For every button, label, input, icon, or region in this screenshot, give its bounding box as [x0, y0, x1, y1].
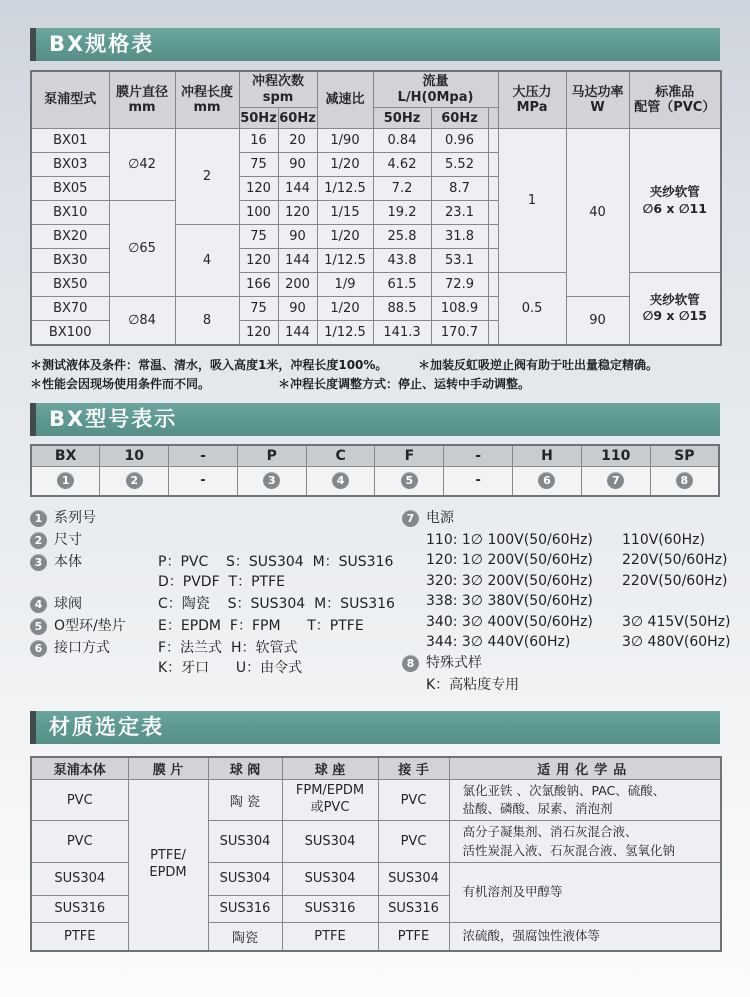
code-cell: C [306, 445, 375, 467]
title-bar-accent-edge [30, 403, 36, 436]
ball-valve-cell: 陶 瓷 [208, 780, 282, 821]
materials-table [30, 756, 722, 953]
digit-cell: - [169, 467, 238, 496]
legend-values: P：PVC S：SUS304 M：SUS316 D：PVDF T：PTFE [158, 553, 394, 590]
joint-cell: PTFE [378, 922, 449, 951]
col-header-motor: 马达功率 W [566, 71, 629, 129]
motor-cell: 40 [566, 129, 629, 297]
note-text: ＊测试液体及条件：常温、清水，吸入高度1米，冲程长度100%。 [30, 357, 388, 372]
subheader-spm-50hz: 50Hz [239, 108, 278, 129]
col-header-pressure: 大压力 MPa [498, 71, 566, 129]
pump-body-cell: PTFE [31, 922, 128, 951]
stroke-length-cell: 4 [175, 225, 239, 297]
spacer-cell [488, 201, 498, 225]
subheader-flow-60hz: 60Hz [431, 108, 488, 129]
power-option: 340: 3∅ 400V(50/60Hz) 3∅ 415V(50Hz) [426, 613, 731, 630]
legend-label: 尺寸 [54, 531, 82, 548]
digit-cell [31, 467, 100, 496]
spec-title: BX规格表 [49, 32, 155, 56]
spacer-cell [488, 297, 498, 321]
joint-cell: PVC [378, 780, 449, 821]
power-option: 110: 1∅ 100V(50/60Hz) 110V(60Hz) [426, 531, 705, 548]
piping-cell: 夹纱软管 ∅9 x ∅15 [629, 273, 721, 345]
pump-body-cell: PVC [31, 780, 128, 821]
diaphragm-cell: ∅42 [109, 129, 175, 201]
diaphragm-cell: ∅65 [109, 201, 175, 297]
code-cell: P [237, 445, 306, 467]
spacer-cell [488, 153, 498, 177]
col-header-diaphragm: 膜 片 [128, 757, 208, 780]
legend-label: 特殊式样 [426, 654, 482, 671]
number-badge: 5 [401, 472, 418, 489]
number-badge: 4 [332, 472, 349, 489]
spacer-cell [488, 273, 498, 297]
model-code-legend [30, 508, 731, 696]
legend-label: O型环/垫片 [54, 617, 126, 634]
model-cell: BX70 [31, 297, 109, 321]
spec-row-bx03: BX03 75 90 1/20 4.62 5.52 [31, 153, 721, 177]
ball-seat-cell: SUS304 [282, 862, 378, 895]
joint-cell: SUS316 [378, 895, 449, 922]
digit-cell [100, 467, 169, 496]
spec-row-bx50: BX50 166 200 1/9 61.5 72.9 0.5 夹纱软管 ∅9 x ∅15 [31, 273, 721, 297]
spacer-cell [488, 177, 498, 201]
number-badge: 2 [30, 532, 47, 549]
number-badge: 8 [402, 655, 419, 672]
number-badge: 8 [676, 472, 693, 489]
stroke-length-cell: 8 [175, 297, 239, 345]
model-code-title: BX型号表示 [49, 406, 178, 431]
ball-valve-cell: SUS304 [208, 862, 282, 895]
legend-label: 球阀 [54, 595, 82, 612]
ball-seat-cell: FPM/EPDM 或PVC [282, 780, 378, 821]
digit-cell [237, 467, 306, 496]
digit-cell [375, 467, 444, 496]
model-cell: BX50 [31, 273, 109, 297]
spec-footnotes [30, 356, 720, 394]
ball-valve-cell: SUS304 [208, 821, 282, 862]
spec-row-bx05: BX05 120 144 1/12.5 7.2 8.7 [31, 177, 721, 201]
digit-cell [581, 467, 650, 496]
power-option: 320: 3∅ 200V(50/60Hz) 220V(50/60Hz) [426, 572, 728, 589]
code-cell: SP [650, 445, 719, 467]
legend-values: E：EPDM F：FPM T：PTFE [158, 617, 364, 634]
col-header-joint: 接 手 [378, 757, 449, 780]
spacer-cell [488, 108, 498, 129]
power-option: 344: 3∅ 440V(60Hz) 3∅ 480V(60Hz) [426, 634, 731, 651]
note-line [30, 356, 720, 375]
material-row [31, 780, 721, 821]
diaphragm-cell: PTFE/ EPDM [128, 780, 208, 952]
model-cell: BX100 [31, 321, 109, 345]
spec-row-bx100: BX100 120 144 1/12.5 141.3 170.7 [31, 321, 721, 345]
model-cell: BX30 [31, 249, 109, 273]
model-cell: BX05 [31, 177, 109, 201]
legend-item [30, 594, 402, 614]
code-cell: - [169, 445, 238, 467]
code-cell: 10 [100, 445, 169, 467]
legend-item [30, 552, 402, 592]
legend-item [30, 616, 402, 636]
number-badge: 5 [30, 618, 47, 635]
legend-item [30, 638, 402, 678]
diaphragm-cell: ∅84 [109, 297, 175, 345]
note-line [30, 375, 720, 394]
col-header-ball-valve: 球 阀 [208, 757, 282, 780]
col-header-chemicals: 适用化学品 [449, 757, 721, 780]
number-badge: 7 [607, 472, 624, 489]
legend-label: 接口方式 [54, 639, 110, 656]
legend-right-column [402, 508, 730, 696]
spec-row-bx01: BX01 ∅42 2 16 20 1/90 0.84 0.96 1 40 夹纱软管 ∅6 x ∅11 [31, 129, 721, 153]
code-cell: BX [31, 445, 100, 467]
pressure-cell: 0.5 [498, 273, 566, 345]
legend-values: C：陶瓷 S：SUS304 M：SUS316 [158, 595, 395, 612]
number-badge: 3 [263, 472, 280, 489]
number-badge: 1 [57, 472, 74, 489]
number-badge: 6 [538, 472, 555, 489]
spec-row-bx30: BX30 120 144 1/12.5 43.8 53.1 [31, 249, 721, 273]
number-badge: 6 [30, 640, 47, 657]
col-header-diaphragm: 膜片直径 mm [109, 71, 175, 129]
pump-body-cell: SUS316 [31, 895, 128, 922]
subheader-flow-50hz: 50Hz [373, 108, 431, 129]
chemicals-cell: 浓硫酸，强腐蚀性液体等 [449, 922, 721, 951]
legend-label: 系列号 [54, 509, 96, 526]
legend-label: 电源 [426, 509, 454, 526]
number-badge: 1 [30, 510, 47, 527]
digit-cell [650, 467, 719, 496]
note-text: ＊性能会因现场使用条件而不同。 [30, 376, 211, 391]
model-code-title-bar [30, 403, 720, 436]
col-header-ball-seat: 球 座 [282, 757, 378, 780]
digit-cell [513, 467, 582, 496]
spec-title-bar [30, 28, 720, 61]
materials-title-bar [30, 711, 720, 744]
col-header-stroke-rate: 冲程次数 spm [239, 71, 317, 108]
page [0, 28, 750, 952]
model-cell: BX03 [31, 153, 109, 177]
spacer-cell [488, 249, 498, 273]
note-text: ＊加装反虹吸逆止阀有助于吐出量稳定精确。 [418, 357, 659, 372]
power-option: 120: 1∅ 200V(50/60Hz) 220V(50/60Hz) [426, 552, 728, 569]
code-row [31, 445, 719, 467]
number-badge: 7 [402, 510, 419, 527]
col-header-model: 泵浦型式 [31, 71, 109, 129]
pressure-cell: 1 [498, 129, 566, 273]
col-header-flow: 流量 L/H(0Mpa) [373, 71, 498, 108]
col-header-ratio: 减速比 [317, 71, 373, 129]
spacer-cell [488, 225, 498, 249]
power-option: 338: 3∅ 380V(50/60Hz) [426, 593, 593, 610]
ball-valve-cell: 陶瓷 [208, 922, 282, 951]
joint-cell: PVC [378, 821, 449, 862]
col-header-pump-body: 泵浦本体 [31, 757, 128, 780]
spec-row-bx20: BX20 4 75 90 1/20 25.8 31.8 [31, 225, 721, 249]
ball-seat-cell: SUS304 [282, 821, 378, 862]
number-badge: 3 [30, 554, 47, 571]
model-code-table [30, 444, 720, 497]
spec-row-bx70: BX70 ∅84 8 75 90 1/20 88.5 108.9 90 [31, 297, 721, 321]
legend-values: F：法兰式 H：软管式 K：牙口 U：由令式 [158, 639, 303, 676]
digit-cell [306, 467, 375, 496]
pump-body-cell: SUS304 [31, 862, 128, 895]
piping-cell: 夹纱软管 ∅6 x ∅11 [629, 129, 721, 273]
chemicals-cell: 氯化亚铁 、次氯酸钠、PAC、硫酸、 盐酸、磷酸、尿素、消泡剂 [449, 780, 721, 821]
digit-cell: - [444, 467, 513, 496]
spec-row-bx10: BX10 ∅65 100 120 1/15 19.2 23.1 [31, 201, 721, 225]
code-cell: 110 [581, 445, 650, 467]
title-bar-accent-edge [30, 28, 36, 61]
chemicals-cell: 有机溶剂及甲醇等 [449, 862, 721, 922]
col-header-piping: 标准品 配管（PVC） [629, 71, 721, 129]
digit-row [31, 467, 719, 496]
model-cell: BX10 [31, 201, 109, 225]
pump-body-cell: PVC [31, 821, 128, 862]
code-cell: H [513, 445, 582, 467]
legend-left-column [30, 508, 402, 696]
legend-item [30, 508, 402, 528]
col-header-stroke-length: 冲程长度 mm [175, 71, 239, 129]
number-badge: 4 [30, 596, 47, 613]
special-option: K：高粘度专用 [426, 676, 520, 693]
stroke-length-cell: 2 [175, 129, 239, 225]
materials-header-row [31, 757, 721, 780]
spacer-cell [488, 129, 498, 153]
ball-seat-cell: SUS316 [282, 895, 378, 922]
legend-item-power [402, 508, 730, 528]
title-bar-accent-edge [30, 711, 36, 744]
spacer-cell [488, 321, 498, 345]
spec-table [30, 70, 722, 346]
model-cell: BX01 [31, 129, 109, 153]
code-cell: F [375, 445, 444, 467]
ball-valve-cell: SUS316 [208, 895, 282, 922]
note-text: ＊冲程长度调整方式：停止、运转中手动调整。 [278, 376, 531, 391]
materials-title: 材质选定表 [49, 714, 164, 739]
legend-item-special [402, 653, 730, 673]
legend-label: 本体 [54, 553, 82, 570]
model-cell: BX20 [31, 225, 109, 249]
number-badge: 2 [126, 472, 143, 489]
ball-seat-cell: PTFE [282, 922, 378, 951]
code-cell: - [444, 445, 513, 467]
chemicals-cell: 高分子凝集剂、消石灰混合液、 活性炭混入液、石灰混合液、氢氧化钠 [449, 821, 721, 862]
legend-item [30, 530, 402, 550]
joint-cell: SUS304 [378, 862, 449, 895]
motor-cell: 90 [566, 297, 629, 345]
subheader-spm-60hz: 60Hz [278, 108, 317, 129]
